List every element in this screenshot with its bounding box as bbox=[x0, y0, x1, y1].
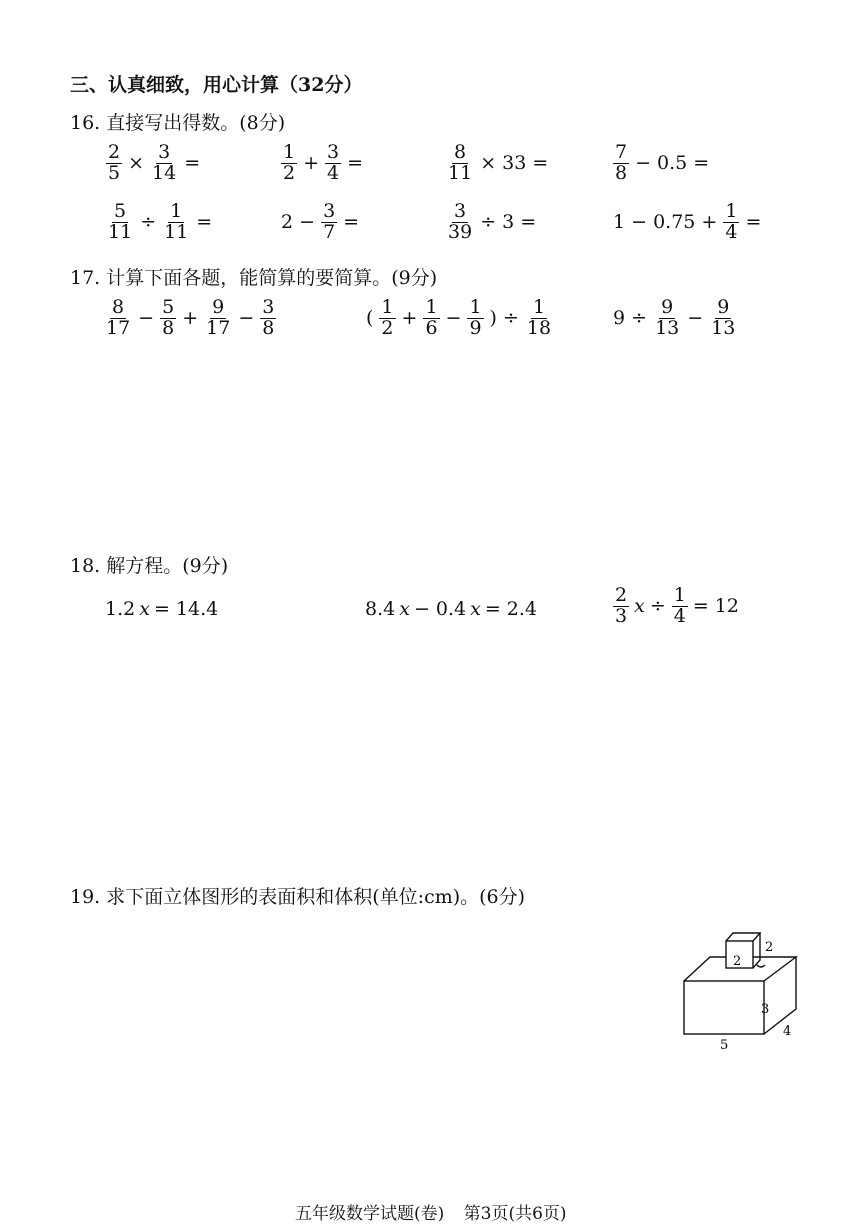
fraction: $\frac{1}{2}$ bbox=[381, 296, 394, 339]
fraction: $\frac{3}{39}$ bbox=[448, 200, 473, 243]
small-cube-mark bbox=[757, 965, 765, 967]
footer-exam-name: 五年级数学试题(卷) bbox=[295, 1204, 445, 1224]
q17-expr-3: 9 ÷ $\frac{9}{13}$ − $\frac{9}{13}$ bbox=[612, 298, 738, 339]
q16-expr-5: $\frac{5}{11}$ ÷ $\frac{1}{11}$ = bbox=[105, 202, 213, 243]
cuboid-figure bbox=[670, 925, 810, 1055]
q16-expr-7: $\frac{3}{39}$ ÷ 3 = bbox=[445, 202, 537, 243]
q16-expr-4: $\frac{7}{8}$ − 0.5 = bbox=[612, 143, 710, 184]
label-small-front: 2 bbox=[733, 954, 742, 969]
small-cube-side bbox=[753, 933, 760, 968]
fraction: $\frac{2}{5}$ bbox=[108, 141, 121, 184]
fraction: $\frac{1}{4}$ bbox=[673, 584, 686, 627]
fraction: $\frac{1}{2}$ bbox=[283, 141, 296, 184]
q18-equation-1: 1.2 x = 14.4 bbox=[105, 598, 219, 620]
fraction: $\frac{9}{13}$ bbox=[655, 296, 680, 339]
q17-title: 17. 计算下面各题，能简算的要简算。(9分) bbox=[70, 267, 438, 289]
fraction: $\frac{3}{4}$ bbox=[327, 141, 340, 184]
q19-title: 19. 求下面立体图形的表面积和体积(单位:cm)。(6分) bbox=[70, 886, 526, 908]
label-small-right: 2 bbox=[765, 940, 774, 955]
label-height: 3 bbox=[761, 1002, 770, 1017]
q17-expr-2: ( $\frac{1}{2}$ + $\frac{1}{6}$ − $\frac{1}{9}$ ) ÷ $\frac{1}{18}$ bbox=[365, 298, 554, 339]
q16-expr-8: 1 − 0.75 + $\frac{1}{4}$ = bbox=[613, 200, 762, 243]
small-cube-top bbox=[726, 933, 760, 941]
fraction: $\frac{2}{3}$ bbox=[615, 584, 628, 627]
label-length: 5 bbox=[720, 1038, 729, 1053]
fraction: $\frac{8}{17}$ bbox=[106, 296, 131, 339]
fraction: $\frac{9}{13}$ bbox=[711, 296, 736, 339]
fraction: $\frac{5}{8}$ bbox=[162, 296, 175, 339]
q16-expr-3: $\frac{8}{11}$ × 33 = bbox=[445, 143, 549, 184]
fraction: $\frac{5}{11}$ bbox=[108, 200, 133, 243]
fraction: $\frac{1}{4}$ bbox=[725, 200, 738, 243]
footer-page-number: 第3页(共6页) bbox=[463, 1204, 567, 1224]
fraction: $\frac{7}{8}$ bbox=[615, 141, 628, 184]
fraction: $\frac{1}{18}$ bbox=[526, 296, 552, 339]
fraction: $\frac{3}{14}$ bbox=[152, 141, 177, 184]
q16-expr-6: 2 − $\frac{3}{7}$ = bbox=[281, 200, 360, 243]
fraction: $\frac{9}{17}$ bbox=[206, 296, 231, 339]
label-width: 4 bbox=[783, 1024, 792, 1039]
q18-title: 18. 解方程。(9分) bbox=[70, 555, 229, 577]
fraction: $\frac{1}{6}$ bbox=[425, 296, 438, 339]
q16-title: 16. 直接写出得数。(8分) bbox=[70, 112, 286, 134]
fraction: $\frac{8}{11}$ bbox=[448, 141, 473, 184]
section-title: 三、认真细致，用心计算（32分） bbox=[70, 74, 363, 96]
fraction: $\frac{3}{8}$ bbox=[262, 296, 275, 339]
big-cuboid-front bbox=[684, 981, 764, 1034]
fraction: $\frac{3}{7}$ bbox=[323, 200, 336, 243]
fraction: $\frac{1}{9}$ bbox=[469, 296, 482, 339]
q18-equation-3: $\frac{2}{3}$ x ÷ $\frac{1}{4}$ = 12 bbox=[612, 586, 739, 627]
q18-equation-2: 8.4 x − 0.4 x = 2.4 bbox=[365, 598, 538, 620]
q16-expr-1: $\frac{2}{5}$ × $\frac{3}{14}$ = bbox=[105, 143, 201, 184]
q17-expr-1: $\frac{8}{17}$ − $\frac{5}{8}$ + $\frac{9}{17}$ − $\frac{3}{8}$ bbox=[103, 298, 277, 339]
footer bbox=[295, 1199, 567, 1224]
fraction: $\frac{1}{11}$ bbox=[164, 200, 189, 243]
q16-expr-2: $\frac{1}{2}$ + $\frac{3}{4}$ = bbox=[280, 143, 364, 184]
